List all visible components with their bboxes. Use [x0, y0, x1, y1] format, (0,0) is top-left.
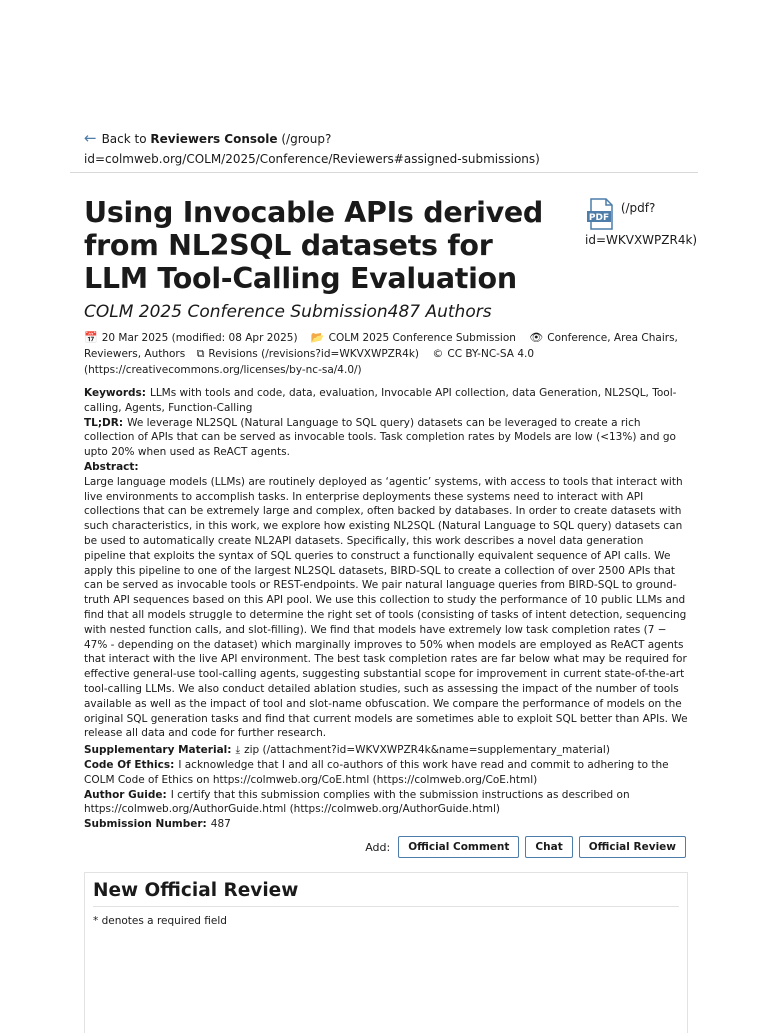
venue-text: COLM 2025 Conference Submission [328, 332, 516, 344]
ethics-label: Code Of Ethics: [84, 758, 175, 771]
keywords-value: LLMs with tools and code, data, evaluation, Invocable API collection, data Generation, NL2SQL, Tool-calling, Agents, Function-Calling [84, 387, 677, 414]
abstract-label: Abstract: [84, 460, 139, 473]
ethics-field [84, 758, 688, 788]
tldr-label: TL;DR: [84, 416, 124, 429]
add-label: Add: [365, 840, 391, 854]
tldr-field [84, 416, 688, 460]
page-title: Using Invocable APIs derived from NL2SQL datasets for LLM Tool-Calling Evaluation [84, 196, 543, 295]
download-icon: ⤓ [235, 744, 241, 757]
keywords-field [84, 386, 688, 416]
eye-icon: 👁 [529, 331, 544, 344]
review-form-heading: New Official Review [93, 880, 299, 901]
back-prefix: Back to [101, 132, 151, 146]
revisions-link[interactable]: Revisions (/revisions?id=WKVXWPZR4k) [208, 348, 420, 360]
calendar-icon: 📅 [84, 331, 98, 344]
venue-authors: COLM 2025 Conference Submission487 Authors [84, 302, 492, 322]
abstract-field [84, 460, 688, 741]
paper-meta [84, 330, 688, 378]
author-guide-field [84, 788, 688, 818]
header-divider [70, 172, 698, 173]
ethics-value: I acknowledge that I and all co-authors of this work have read and commit to adhering to the COLM Code of Ethics on https://colmweb.org/CoE.html (https://colmweb.org/CoE.html) [84, 758, 669, 786]
chat-button[interactable]: Chat [525, 836, 572, 858]
folder-open-icon: 📂 [310, 331, 325, 344]
submission-content [84, 386, 688, 832]
submission-number-label: Submission Number: [84, 818, 207, 831]
supplementary-field [84, 743, 688, 758]
supplementary-link[interactable]: zip (/attachment?id=WKVXWPZR4k&name=supplementary_material) [244, 744, 610, 757]
tldr-value: We leverage NL2SQL (Natural Language to SQL query) datasets can be leveraged to create a rich collection of APIs that can be served as invocable tools. Task completion rates by Models are low (<13%) and go upto 20% when used as ReACT agents. [84, 416, 676, 459]
required-field-note: * denotes a required field [93, 915, 227, 927]
license-text[interactable]: CC BY-NC-SA 4.0 (https://creativecommons.org/licenses/by-nc-sa/4.0/) [84, 348, 535, 376]
submission-number-field [84, 817, 688, 832]
abstract-value: Large language models (LLMs) are routinely deployed as ‘agentic’ systems, with access to tools that interact with live environments to accomplish tasks. In enterprise deployments these systems need to interact with API collections that can be extremely large and complex, often backed by databases. In order to create datasets with such characteristics, in this work, we explore how existing NL2SQL (Natural Language to SQL query) datasets can be used to automatically create NL2API datasets. Specifically, this work describes a novel data generation pipeline that exploits the syntax of SQL queries to construct a functionally equivalent sequence of API calls. We apply this pipeline to one of the largest NL2SQL datasets, BIRD-SQL to create a collection of over 2500 APIs that can be served as invocable tools or REST-endpoints. We pair natural language queries from BIRD-SQL to ground-truth API sequences based on this API pool. We use this collection to study the performance of 10 public LLMs and find that all models struggle to determine the right set of tools (consisting of tasks of intent detection, sequencing with nested function calls, and slot-filling). We find that models have extremely low task completion rates (7 − 47% - depending on the dataset) which marginally improves to 50% when models are employed as ReACT agents that interact with the live API environment. The best task completion rates are far below what may be required for effective general-use tool-calling agents, suggesting substantial scope for improvement in current state-of-the-art tool-calling LLMs. We also conduct detailed ablation studies, such as assessing the impact of the number of tools available as well as the impact of tool and slot-name obfuscation. We compare the performance of models on the original SQL generation tasks and find that current models are sometimes able to exploit SQL better than APIs. We release all data and code for further research. [84, 475, 688, 740]
author-guide-value: I certify that this submission complies with the submission instructions as described on https://colmweb.org/AuthorGuide.html (https://colmweb.org/AuthorGuide.html) [84, 788, 630, 816]
pdf-link-text[interactable]: (/pdf?id=WKVXWPZR4k) [585, 201, 698, 247]
author-guide-label: Author Guide: [84, 788, 167, 801]
review-form-divider [93, 906, 679, 907]
pdf-icon[interactable] [585, 198, 617, 230]
pdf-link[interactable] [585, 198, 698, 250]
copy-icon: ⧉ [196, 347, 205, 360]
keywords-label: Keywords: [84, 387, 146, 399]
submission-number-value: 487 [210, 818, 231, 831]
back-link-label: Reviewers Console [150, 132, 278, 146]
add-actions [365, 836, 686, 858]
pdf-icon-label: PDF [588, 213, 610, 223]
meta-revisions[interactable] [197, 348, 419, 360]
copyright-icon: © [432, 347, 444, 360]
official-comment-button[interactable]: Official Comment [398, 836, 519, 858]
date-text: 20 Mar 2025 (modified: 08 Apr 2025) [101, 332, 298, 344]
new-official-review-form [84, 872, 688, 1033]
readers-text: Conference, Area Chairs, Reviewers, Authors [84, 332, 678, 360]
meta-date [84, 332, 298, 344]
back-navigation [84, 128, 684, 169]
official-review-button[interactable]: Official Review [579, 836, 686, 858]
meta-venue [311, 332, 516, 344]
back-link[interactable] [84, 129, 540, 166]
supplementary-label: Supplementary Material: [84, 744, 232, 757]
arrow-left-icon: ← [84, 129, 97, 147]
back-link-url: (/group?id=colmweb.org/COLM/2025/Conference/Reviewers#assigned-submissions) [84, 132, 540, 166]
